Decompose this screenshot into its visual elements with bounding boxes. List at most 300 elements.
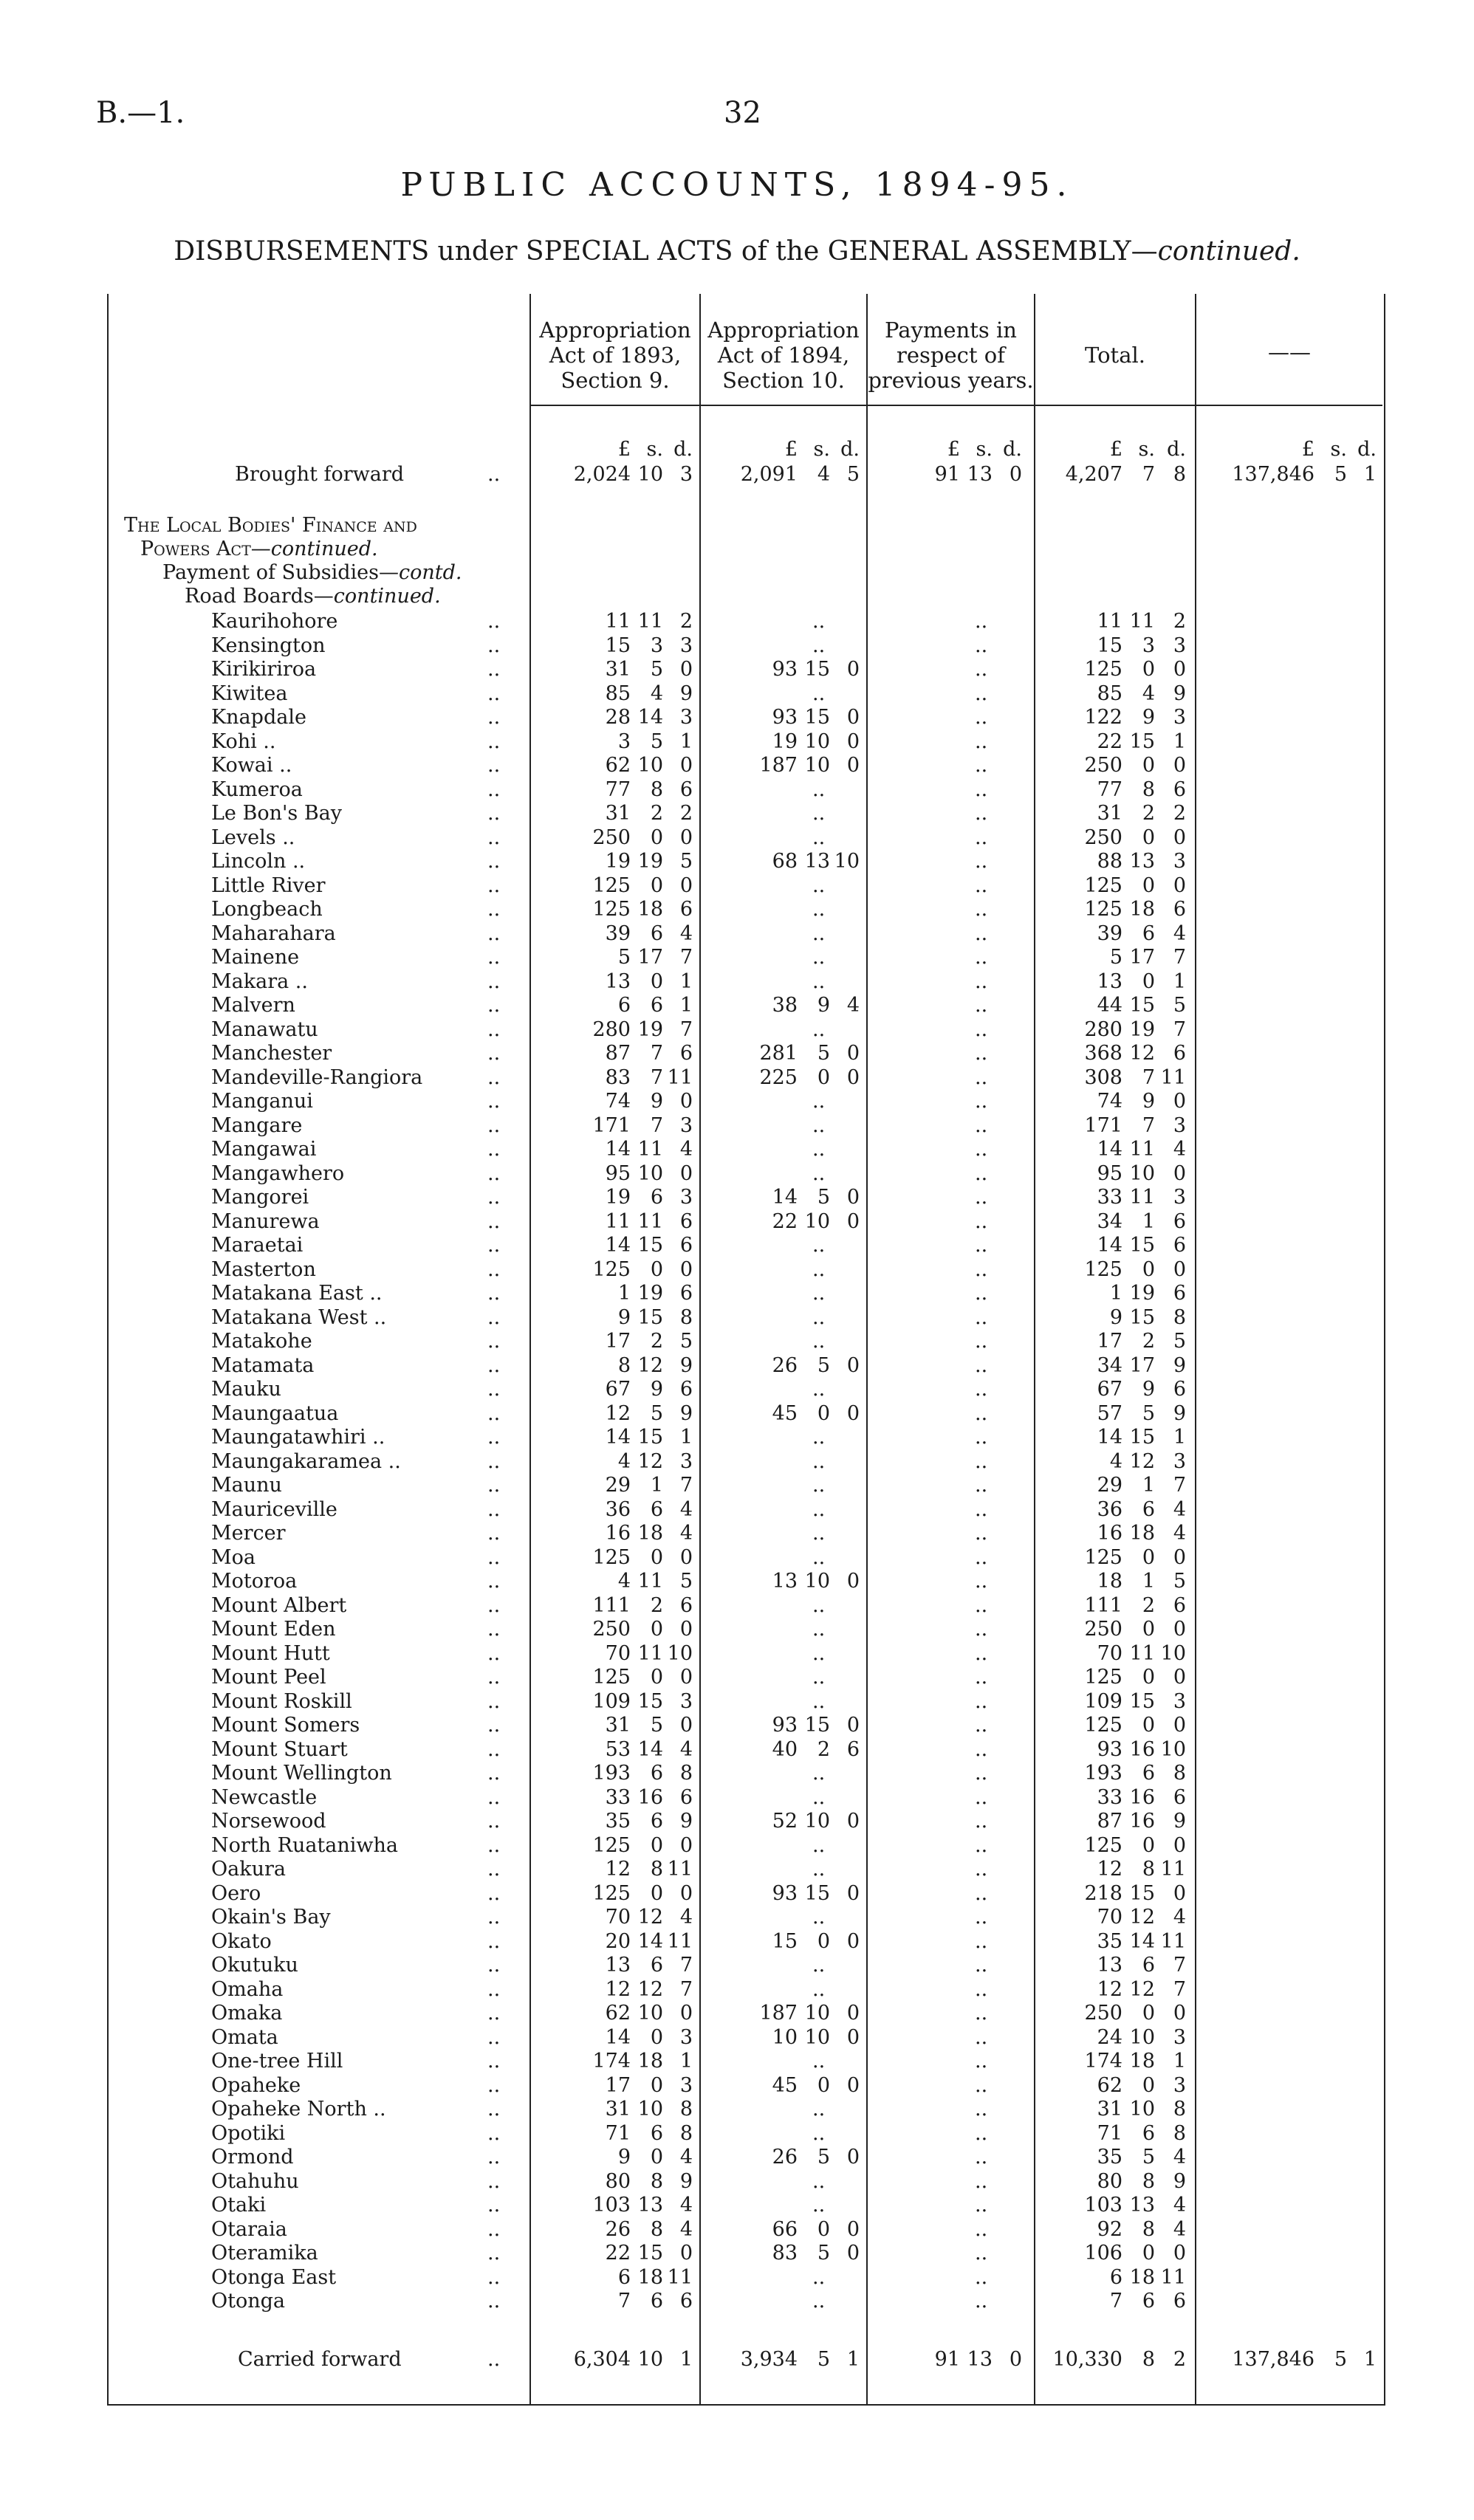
table-row [0, 1882, 1474, 1906]
road-board-name: Kohi .. [211, 729, 276, 753]
table-row [0, 1786, 1474, 1810]
amount-pence: 0 [846, 1042, 860, 1065]
amount-pounds: 80 [605, 2169, 631, 2193]
empty-leader: .. [812, 1497, 826, 1521]
amount-pounds: 174 [592, 2050, 631, 2073]
amount-pence: 3 [1173, 850, 1186, 873]
amount-pounds: 14 [772, 1186, 798, 1209]
amount-pounds: 4 [1109, 1449, 1122, 1473]
amount-pence: 6 [679, 1209, 693, 1233]
leader-dots: .. [487, 1065, 501, 1089]
table-row [0, 1114, 1474, 1138]
empty-leader: .. [812, 1474, 826, 1497]
table-row [0, 994, 1474, 1017]
empty-leader: .. [975, 2194, 988, 2217]
amount-pence: 10 [667, 1641, 693, 1665]
amount-pounds: 44 [1097, 994, 1122, 1017]
amount-shillings: 1 [1142, 1209, 1155, 1233]
amount-pounds: 125 [592, 1666, 631, 1689]
leader-dots: .. [487, 921, 501, 945]
amount-pence: 0 [679, 1090, 693, 1113]
road-board-name: Matamata [211, 1353, 315, 1377]
road-board-name: Lincoln .. [211, 850, 306, 873]
amount-pence: 3 [679, 2025, 693, 2049]
amount-pounds: 13 [1097, 1954, 1122, 1977]
amount-pounds: 19 [605, 1186, 631, 1209]
amount-pence: 3 [1173, 2025, 1186, 2049]
road-board-name: Otahuhu [211, 2169, 299, 2193]
amount-pence: 0 [679, 873, 693, 897]
amount-pence: 0 [846, 706, 860, 729]
empty-leader: .. [975, 1257, 988, 1281]
amount-pounds: 2,091 [740, 463, 798, 486]
amount-shillings: 10 [637, 1161, 663, 1185]
amount-pounds: 26 [605, 2217, 631, 2241]
table-row [0, 1714, 1474, 1737]
leader-dots: .. [487, 1378, 501, 1401]
amount-pounds: 40 [772, 1737, 798, 1761]
empty-leader: .. [812, 2098, 826, 2121]
amount-pounds: 31 [605, 2098, 631, 2121]
amount-shillings: 14 [637, 706, 663, 729]
amount-pounds: 93 [1097, 1737, 1122, 1761]
empty-leader: .. [812, 1858, 826, 1881]
table-row [0, 1378, 1474, 1401]
road-board-name: Kowai .. [211, 754, 292, 777]
amount-pounds: 34 [1097, 1353, 1122, 1377]
table-row [0, 874, 1474, 898]
amount-shillings: 0 [650, 1618, 663, 1641]
empty-leader: .. [812, 1593, 826, 1617]
table-row [0, 2146, 1474, 2169]
table-row [0, 1138, 1474, 1161]
leader-dots: .. [487, 1161, 501, 1185]
table-row [0, 1234, 1474, 1257]
amount-pounds: 125 [1084, 1666, 1122, 1689]
amount-pence: 3 [679, 1449, 693, 1473]
amount-shillings: 0 [650, 1545, 663, 1569]
amount-shillings: 0 [1142, 1666, 1155, 1689]
amount-pence: 6 [679, 1785, 693, 1809]
amount-pounds: 14 [605, 1138, 631, 1161]
page-number: 32 [724, 96, 761, 130]
amount-pence: 9 [1173, 2169, 1186, 2193]
amount-pounds: 74 [605, 1090, 631, 1113]
road-board-name: Mauku [211, 1378, 281, 1401]
amount-pounds: 45 [772, 2073, 798, 2097]
leader-dots: .. [487, 1042, 501, 1065]
act-heading-italic: continued. [270, 538, 378, 560]
road-board-name: Matakana West .. [211, 1305, 387, 1329]
leader-dots: .. [487, 610, 501, 633]
empty-leader: .. [812, 1305, 826, 1329]
empty-leader: .. [975, 2098, 988, 2121]
table-row [0, 2098, 1474, 2121]
amount-pence: 0 [846, 754, 860, 777]
leader-dots: .. [487, 969, 501, 993]
amount-pounds: 14 [605, 1234, 631, 1257]
amount-shillings: 10 [1129, 2098, 1155, 2121]
amount-pounds: 193 [592, 1762, 631, 1785]
amount-shillings: 0 [1142, 969, 1155, 993]
amount-shillings: 6 [650, 1497, 663, 1521]
leader-dots: .. [487, 2073, 501, 2097]
amount-shillings: 2 [650, 802, 663, 825]
amount-pence: 0 [1173, 2242, 1186, 2265]
empty-leader: .. [975, 825, 988, 849]
amount-shillings: 0 [1142, 1714, 1155, 1737]
table-row [0, 898, 1474, 921]
road-board-name: Maungatawhiri .. [211, 1426, 385, 1449]
road-board-name: Mangorei [211, 1186, 309, 1209]
empty-leader: .. [975, 1401, 988, 1425]
amount-pence: 0 [846, 2217, 860, 2241]
empty-leader: .. [975, 2290, 988, 2313]
table-row [0, 2194, 1474, 2217]
empty-leader: .. [975, 634, 988, 657]
amount-pence: 0 [1173, 1833, 1186, 1857]
road-board-name: Otonga East [211, 2265, 337, 2289]
amount-pounds: 31 [1097, 2098, 1122, 2121]
amount-shillings: 0 [650, 2073, 663, 2097]
amount-pence: 2 [1173, 610, 1186, 633]
table-row [0, 1162, 1474, 1186]
amount-shillings: 5 [650, 1714, 663, 1737]
leader-dots: .. [487, 729, 501, 753]
empty-leader: .. [812, 1666, 826, 1689]
table-row [0, 1282, 1474, 1305]
amount-shillings: 5 [1142, 2146, 1155, 2169]
leader-dots: .. [487, 2194, 501, 2217]
amount-pence: 7 [679, 1977, 693, 2001]
empty-leader: .. [975, 2169, 988, 2193]
leader-dots: .. [487, 1090, 501, 1113]
empty-leader: .. [975, 2073, 988, 2097]
amount-pounds: 28 [605, 706, 631, 729]
table-row [0, 2170, 1474, 2194]
empty-leader: .. [975, 1426, 988, 1449]
amount-pence: 6 [846, 1737, 860, 1761]
road-board-name: Knapdale [211, 706, 306, 729]
amount-shillings: 6 [650, 2290, 663, 2313]
amount-shillings: 17 [1129, 946, 1155, 969]
amount-pounds: 6,304 [573, 2348, 631, 2371]
amount-pence: 6 [1173, 1282, 1186, 1305]
road-board-name: Oero [211, 1881, 261, 1905]
amount-pence: 3 [679, 1113, 693, 1137]
act-heading-text: Powers Act— [140, 538, 271, 560]
amount-pounds: 77 [1097, 777, 1122, 801]
table-row [0, 2242, 1474, 2265]
amount-shillings: 18 [637, 898, 663, 921]
empty-leader: .. [812, 1785, 826, 1809]
amount-pence: 0 [679, 2002, 693, 2025]
amount-pounds: 15 [605, 634, 631, 657]
table-row [0, 1906, 1474, 1929]
amount-pounds: 7 [1109, 2290, 1122, 2313]
amount-shillings: 0 [1142, 825, 1155, 849]
amount-pounds: 62 [1097, 2073, 1122, 2097]
amount-shillings: 8 [1142, 2348, 1155, 2371]
amount-pounds: 7 [617, 2290, 631, 2313]
amount-pence: 11 [667, 1065, 693, 1089]
road-board-name: Maungakaramea .. [211, 1449, 401, 1473]
empty-leader: .. [975, 1113, 988, 1137]
amount-pence: 1 [679, 1426, 693, 1449]
amount-pounds: 14 [605, 1426, 631, 1449]
amount-pence: 6 [1173, 1593, 1186, 1617]
amount-shillings: 6 [650, 2121, 663, 2145]
amount-pounds: 9 [617, 2146, 631, 2169]
amount-pence: 0 [679, 2242, 693, 2265]
table-row [0, 946, 1474, 969]
amount-pence: 6 [1173, 898, 1186, 921]
amount-pounds: 35 [1097, 2146, 1122, 2169]
amount-pence: 0 [1173, 1714, 1186, 1737]
empty-leader: .. [812, 2050, 826, 2073]
amount-pence: 0 [1173, 825, 1186, 849]
amount-pence: 6 [679, 898, 693, 921]
empty-leader: .. [975, 754, 988, 777]
amount-pence: 6 [1173, 1234, 1186, 1257]
road-board-name: Manawatu [211, 1017, 318, 1041]
empty-leader: .. [812, 634, 826, 657]
amount-pounds: 171 [592, 1113, 631, 1137]
road-board-name: Opotiki [211, 2121, 286, 2145]
road-board-name: Manurewa [211, 1209, 320, 1233]
leader-dots: .. [487, 2146, 501, 2169]
amount-pounds: 125 [1084, 658, 1122, 681]
amount-shillings: 15 [637, 1234, 663, 1257]
amount-pence: 4 [1173, 1497, 1186, 1521]
road-board-name: Mercer [211, 1522, 286, 1545]
leader-dots: .. [487, 1330, 501, 1353]
amount-shillings: 13 [967, 463, 993, 486]
amount-shillings: 8 [1142, 2217, 1155, 2241]
amount-pence: 8 [679, 2098, 693, 2121]
leader-dots: .. [487, 1810, 501, 1833]
amount-pounds: 92 [1097, 2217, 1122, 2241]
leader-dots: .. [487, 1138, 501, 1161]
amount-pounds: 106 [1084, 2242, 1122, 2265]
road-board-name: Masterton [211, 1257, 316, 1281]
road-board-name: Ormond [211, 2146, 294, 2169]
empty-leader: .. [975, 873, 988, 897]
empty-leader: .. [812, 1161, 826, 1185]
amount-pence: 0 [679, 1714, 693, 1737]
road-board-name: Mangawai [211, 1138, 317, 1161]
road-board-name: Mandeville-Rangiora [211, 1065, 423, 1089]
amount-pence: 10 [1160, 1737, 1186, 1761]
amount-pounds: 35 [1097, 1929, 1122, 1953]
road-board-name: Norsewood [211, 1810, 326, 1833]
amount-pence: 4 [846, 994, 860, 1017]
amount-pounds: 9 [617, 1305, 631, 1329]
empty-leader: .. [812, 1426, 826, 1449]
amount-pounds: 5 [617, 946, 631, 969]
amount-shillings: 0 [650, 825, 663, 849]
road-board-name: Kirikiriroa [211, 658, 317, 681]
empty-leader: .. [812, 777, 826, 801]
table-row [0, 2122, 1474, 2146]
amount-pence: 4 [679, 1497, 693, 1521]
empty-leader: .. [812, 825, 826, 849]
leader-dots: .. [487, 2169, 501, 2193]
table-row [0, 1738, 1474, 1762]
empty-leader: .. [975, 921, 988, 945]
empty-leader: .. [975, 1282, 988, 1305]
amount-shillings: 5 [817, 1186, 830, 1209]
table-row [0, 1834, 1474, 1858]
road-board-name: Maraetai [211, 1234, 304, 1257]
amount-pence: 0 [846, 1065, 860, 1089]
amount-pounds: 18 [1097, 1570, 1122, 1593]
amount-shillings: 19 [1129, 1282, 1155, 1305]
amount-pence: 0 [846, 1209, 860, 1233]
road-board-name: Makara .. [211, 969, 308, 993]
amount-pence: 7 [679, 1017, 693, 1041]
empty-leader: .. [812, 1762, 826, 1785]
leader-dots: .. [487, 2002, 501, 2025]
amount-pence: 11 [1160, 1858, 1186, 1881]
leader-dots: .. [487, 1257, 501, 1281]
empty-leader: .. [975, 1065, 988, 1089]
unit-pound: £ [1301, 438, 1314, 461]
brought-forward-label: Brought forward [235, 463, 405, 486]
amount-shillings: 6 [650, 1810, 663, 1833]
amount-pounds: 19 [772, 729, 798, 753]
amount-pounds: 187 [759, 754, 798, 777]
table-row [0, 1930, 1474, 1954]
empty-leader: .. [812, 1234, 826, 1257]
leader-dots: .. [487, 1881, 501, 1905]
empty-leader: .. [812, 2290, 826, 2313]
amount-shillings: 10 [1129, 2025, 1155, 2049]
amount-shillings: 18 [1129, 898, 1155, 921]
table-row [0, 1210, 1474, 1234]
table-row [0, 778, 1474, 802]
amount-pounds: 250 [1084, 2002, 1122, 2025]
amount-pence: 0 [1173, 1545, 1186, 1569]
amount-shillings: 11 [637, 1209, 663, 1233]
table-row [0, 1690, 1474, 1714]
amount-pence: 5 [846, 463, 860, 486]
empty-leader: .. [975, 1689, 988, 1713]
leader-dots: .. [487, 1234, 501, 1257]
amount-pence: 3 [679, 634, 693, 657]
empty-leader: .. [975, 898, 988, 921]
subsidies-italic: contd. [398, 561, 462, 584]
leader-dots: .. [487, 2290, 501, 2313]
road-board-name: Kiwitea [211, 682, 288, 705]
subsidies-heading [162, 561, 462, 585]
amount-shillings: 8 [650, 2217, 663, 2241]
table-row [0, 1594, 1474, 1618]
amount-pence: 0 [679, 1161, 693, 1185]
amount-pence: 6 [679, 1378, 693, 1401]
leader-dots: .. [487, 1282, 501, 1305]
amount-pence: 2 [1173, 802, 1186, 825]
amount-pounds: 14 [1097, 1138, 1122, 1161]
amount-pounds: 250 [1084, 825, 1122, 849]
amount-pence: 0 [1173, 1161, 1186, 1185]
amount-shillings: 8 [650, 1858, 663, 1881]
amount-pence: 0 [679, 1545, 693, 1569]
amount-pence: 3 [1173, 1449, 1186, 1473]
amount-pence: 7 [1173, 1954, 1186, 1977]
amount-pence: 7 [1173, 946, 1186, 969]
amount-pounds: 11 [605, 1209, 631, 1233]
table-row [0, 1618, 1474, 1641]
amount-shillings: 0 [1142, 1618, 1155, 1641]
amount-pence: 6 [1173, 1209, 1186, 1233]
amount-pence: 5 [1173, 1330, 1186, 1353]
leader-dots: .. [487, 706, 501, 729]
amount-pounds: 11 [605, 610, 631, 633]
amount-pence: 5 [1173, 1570, 1186, 1593]
amount-pounds: 22 [772, 1209, 798, 1233]
amount-shillings: 15 [637, 1689, 663, 1713]
amount-shillings: 0 [817, 2217, 830, 2241]
amount-shillings: 7 [1142, 1065, 1155, 1089]
amount-shillings: 18 [1129, 2265, 1155, 2289]
leader-dots: .. [487, 1113, 501, 1137]
empty-leader: .. [975, 1545, 988, 1569]
road-board-name: Otaki [211, 2194, 267, 2217]
amount-shillings: 5 [650, 729, 663, 753]
amount-pence: 1 [1173, 729, 1186, 753]
column-header-previous-years: Payments in respect of previous years. [868, 317, 1034, 393]
table-row [0, 1330, 1474, 1353]
unit-pound: £ [1109, 438, 1122, 461]
empty-leader: .. [975, 1449, 988, 1473]
leader-dots: .. [487, 1641, 501, 1665]
amount-shillings: 15 [1129, 1305, 1155, 1329]
amount-pounds: 68 [772, 850, 798, 873]
empty-leader: .. [812, 873, 826, 897]
amount-pounds: 91 [934, 2348, 960, 2371]
empty-leader: .. [812, 1449, 826, 1473]
empty-leader: .. [975, 1497, 988, 1521]
empty-leader: .. [975, 1138, 988, 1161]
amount-shillings: 16 [637, 1785, 663, 1809]
amount-pence: 0 [679, 1666, 693, 1689]
amount-shillings: 10 [637, 2348, 663, 2371]
amount-pounds: 125 [592, 1881, 631, 1905]
amount-shillings: 7 [1142, 463, 1155, 486]
amount-pounds: 109 [1084, 1689, 1122, 1713]
leader-dots: .. [487, 1689, 501, 1713]
amount-pence: 0 [846, 1810, 860, 1833]
empty-leader: .. [975, 1906, 988, 1929]
unit-pound: £ [784, 438, 798, 461]
amount-pence: 1 [1173, 1426, 1186, 1449]
amount-shillings: 0 [1142, 658, 1155, 681]
amount-shillings: 12 [637, 1977, 663, 2001]
amount-shillings: 5 [817, 2146, 830, 2169]
empty-leader: .. [812, 1282, 826, 1305]
empty-leader: .. [975, 802, 988, 825]
empty-leader: .. [975, 1353, 988, 1377]
amount-pence: 7 [679, 1474, 693, 1497]
amount-shillings: 14 [637, 1737, 663, 1761]
amount-shillings: 4 [817, 463, 830, 486]
road-board-name: Oakura [211, 1858, 286, 1881]
road-board-name: Newcastle [211, 1785, 318, 1809]
empty-leader: .. [812, 1330, 826, 1353]
amount-shillings: 11 [637, 1138, 663, 1161]
act-heading-text: The Local Bodies' Finance and [124, 514, 417, 537]
